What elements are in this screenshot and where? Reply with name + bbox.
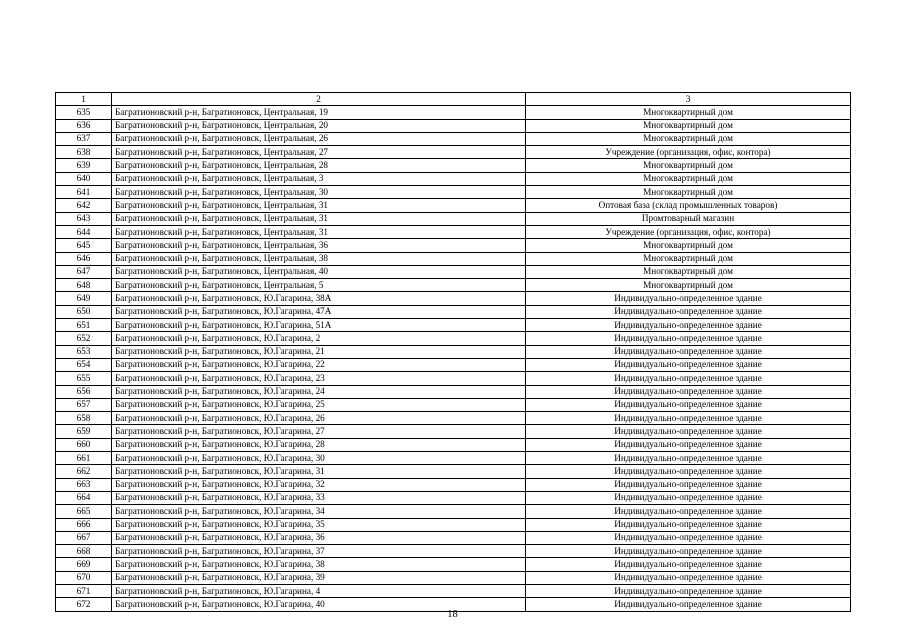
- object-type-cell: Индивидуально-определенное здание: [526, 452, 851, 465]
- object-type-cell: Индивидуально-определенное здание: [526, 425, 851, 438]
- address-cell: Багратионовский р-н, Багратионовск, Центральная, 28: [112, 159, 526, 172]
- table-row: [56, 159, 851, 172]
- object-type-cell: Индивидуально-определенное здание: [526, 545, 851, 558]
- row-number-cell: 662: [56, 465, 112, 478]
- object-type-cell: Многоквартирный дом: [526, 159, 851, 172]
- row-number-cell: 664: [56, 491, 112, 504]
- table-row: [56, 305, 851, 318]
- address-cell: Багратионовский р-н, Багратионовск, Центральная, 19: [112, 106, 526, 119]
- table-row: [56, 571, 851, 584]
- column-address-header: 2: [112, 93, 526, 106]
- address-cell: Багратионовский р-н, Багратионовск, Ю.Гагарина, 37: [112, 545, 526, 558]
- object-type-cell: Индивидуально-определенное здание: [526, 531, 851, 544]
- object-type-cell: Индивидуально-определенное здание: [526, 438, 851, 451]
- table-row: [56, 172, 851, 185]
- table-row: [56, 239, 851, 252]
- table-row: [56, 345, 851, 358]
- address-cell: Багратионовский р-н, Багратионовск, Ю.Гагарина, 23: [112, 372, 526, 385]
- object-type-cell: Индивидуально-определенное здание: [526, 398, 851, 411]
- table-row: [56, 358, 851, 371]
- column-number-header: 1: [56, 93, 112, 106]
- address-cell: Багратионовский р-н, Багратионовск, Ю.Гагарина, 30: [112, 452, 526, 465]
- row-number-cell: 671: [56, 584, 112, 597]
- table-row: [56, 558, 851, 571]
- row-number-cell: 642: [56, 199, 112, 212]
- address-cell: Багратионовский р-н, Багратионовск, Центральная, 26: [112, 132, 526, 145]
- address-cell: Багратионовский р-н, Багратионовск, Ю.Гагарина, 22: [112, 358, 526, 371]
- address-cell: Багратионовский р-н, Багратионовск, Центральная, 27: [112, 146, 526, 159]
- object-type-cell: Учреждение (организация, офис, контора): [526, 225, 851, 238]
- row-number-cell: 651: [56, 319, 112, 332]
- object-type-cell: Многоквартирный дом: [526, 265, 851, 278]
- object-type-cell: Индивидуально-определенное здание: [526, 505, 851, 518]
- object-type-cell: Индивидуально-определенное здание: [526, 305, 851, 318]
- table-header-row: [56, 93, 851, 106]
- address-cell: Багратионовский р-н, Багратионовск, Ю.Гагарина, 39: [112, 571, 526, 584]
- row-number-cell: 640: [56, 172, 112, 185]
- row-number-cell: 663: [56, 478, 112, 491]
- row-number-cell: 638: [56, 146, 112, 159]
- table-row: [56, 106, 851, 119]
- table-row: [56, 119, 851, 132]
- object-type-cell: Индивидуально-определенное здание: [526, 558, 851, 571]
- address-cell: Багратионовский р-н, Багратионовск, Ю.Гагарина, 33: [112, 491, 526, 504]
- address-cell: Багратионовский р-н, Багратионовск, Ю.Гагарина, 34: [112, 505, 526, 518]
- table-row: [56, 531, 851, 544]
- table-row: [56, 584, 851, 597]
- row-number-cell: 639: [56, 159, 112, 172]
- object-type-cell: Индивидуально-определенное здание: [526, 478, 851, 491]
- object-type-cell: Многоквартирный дом: [526, 239, 851, 252]
- object-type-cell: Оптовая база (склад промышленных товаров): [526, 199, 851, 212]
- row-number-cell: 650: [56, 305, 112, 318]
- address-cell: Багратионовский р-н, Багратионовск, Ю.Гагарина, 2: [112, 332, 526, 345]
- address-cell: Багратионовский р-н, Багратионовск, Ю.Гагарина, 31: [112, 465, 526, 478]
- address-cell: Багратионовский р-н, Багратионовск, Центральная, 31: [112, 212, 526, 225]
- object-type-cell: Многоквартирный дом: [526, 132, 851, 145]
- address-cell: Багратионовский р-н, Багратионовск, Центральная, 30: [112, 186, 526, 199]
- address-cell: Багратионовский р-н, Багратионовск, Ю.Гагарина, 40: [112, 598, 526, 611]
- table-row: [56, 478, 851, 491]
- object-type-cell: Индивидуально-определенное здание: [526, 385, 851, 398]
- table-row: [56, 212, 851, 225]
- table-row: [56, 398, 851, 411]
- row-number-cell: 667: [56, 531, 112, 544]
- address-cell: Багратионовский р-н, Багратионовск, Ю.Гагарина, 24: [112, 385, 526, 398]
- table-row: [56, 186, 851, 199]
- table-row: [56, 545, 851, 558]
- row-number-cell: 654: [56, 358, 112, 371]
- address-cell: Багратионовский р-н, Багратионовск, Ю.Гагарина, 35: [112, 518, 526, 531]
- address-cell: Багратионовский р-н, Багратионовск, Центральная, 31: [112, 199, 526, 212]
- table-row: [56, 252, 851, 265]
- address-cell: Багратионовский р-н, Багратионовск, Ю.Гагарина, 32: [112, 478, 526, 491]
- object-type-cell: Многоквартирный дом: [526, 119, 851, 132]
- table-row: [56, 425, 851, 438]
- table-row: [56, 491, 851, 504]
- registry-table: [55, 92, 851, 612]
- row-number-cell: 668: [56, 545, 112, 558]
- object-type-cell: Индивидуально-определенное здание: [526, 518, 851, 531]
- row-number-cell: 666: [56, 518, 112, 531]
- address-cell: Багратионовский р-н, Багратионовск, Центральная, 31: [112, 225, 526, 238]
- table-row: [56, 199, 851, 212]
- address-cell: Багратионовский р-н, Багратионовск, Центральная, 3: [112, 172, 526, 185]
- address-cell: Багратионовский р-н, Багратионовск, Ю.Гагарина, 51А: [112, 319, 526, 332]
- row-number-cell: 648: [56, 279, 112, 292]
- page-number: 18: [447, 609, 458, 620]
- row-number-cell: 653: [56, 345, 112, 358]
- row-number-cell: 657: [56, 398, 112, 411]
- table-row: [56, 279, 851, 292]
- address-cell: Багратионовский р-н, Багратионовск, Ю.Гагарина, 38А: [112, 292, 526, 305]
- table-row: [56, 412, 851, 425]
- row-number-cell: 636: [56, 119, 112, 132]
- object-type-cell: Многоквартирный дом: [526, 106, 851, 119]
- address-cell: Багратионовский р-н, Багратионовск, Ю.Гагарина, 4: [112, 584, 526, 597]
- row-number-cell: 659: [56, 425, 112, 438]
- address-cell: Багратионовский р-н, Багратионовск, Ю.Гагарина, 28: [112, 438, 526, 451]
- object-type-cell: Многоквартирный дом: [526, 186, 851, 199]
- table-row: [56, 319, 851, 332]
- table-row: [56, 518, 851, 531]
- address-cell: Багратионовский р-н, Багратионовск, Ю.Гагарина, 25: [112, 398, 526, 411]
- row-number-cell: 646: [56, 252, 112, 265]
- object-type-cell: Многоквартирный дом: [526, 279, 851, 292]
- row-number-cell: 644: [56, 225, 112, 238]
- table-row: [56, 452, 851, 465]
- row-number-cell: 672: [56, 598, 112, 611]
- object-type-cell: Индивидуально-определенное здание: [526, 332, 851, 345]
- address-cell: Багратионовский р-н, Багратионовск, Ю.Гагарина, 36: [112, 531, 526, 544]
- object-type-cell: Многоквартирный дом: [526, 172, 851, 185]
- row-number-cell: 647: [56, 265, 112, 278]
- object-type-cell: Индивидуально-определенное здание: [526, 491, 851, 504]
- table-row: [56, 332, 851, 345]
- table-row: [56, 265, 851, 278]
- object-type-cell: Индивидуально-определенное здание: [526, 372, 851, 385]
- table-row: [56, 132, 851, 145]
- row-number-cell: 643: [56, 212, 112, 225]
- table-row: [56, 146, 851, 159]
- address-cell: Багратионовский р-н, Багратионовск, Центральная, 38: [112, 252, 526, 265]
- column-type-header: 3: [526, 93, 851, 106]
- object-type-cell: Индивидуально-определенное здание: [526, 358, 851, 371]
- table-body: [56, 106, 851, 611]
- address-cell: Багратионовский р-н, Багратионовск, Центральная, 40: [112, 265, 526, 278]
- object-type-cell: Учреждение (организация, офис, контора): [526, 146, 851, 159]
- object-type-cell: Промтоварный магазин: [526, 212, 851, 225]
- object-type-cell: Индивидуально-определенное здание: [526, 571, 851, 584]
- address-cell: Багратионовский р-н, Багратионовск, Центральная, 36: [112, 239, 526, 252]
- table-row: [56, 465, 851, 478]
- table-row: [56, 372, 851, 385]
- object-type-cell: Индивидуально-определенное здание: [526, 292, 851, 305]
- address-cell: Багратионовский р-н, Багратионовск, Ю.Гагарина, 26: [112, 412, 526, 425]
- row-number-cell: 656: [56, 385, 112, 398]
- object-type-cell: Индивидуально-определенное здание: [526, 465, 851, 478]
- address-cell: Багратионовский р-н, Багратионовск, Центральная, 20: [112, 119, 526, 132]
- table-row: [56, 438, 851, 451]
- object-type-cell: Индивидуально-определенное здание: [526, 598, 851, 611]
- row-number-cell: 661: [56, 452, 112, 465]
- address-cell: Багратионовский р-н, Багратионовск, Ю.Гагарина, 38: [112, 558, 526, 571]
- row-number-cell: 670: [56, 571, 112, 584]
- row-number-cell: 665: [56, 505, 112, 518]
- object-type-cell: Индивидуально-определенное здание: [526, 584, 851, 597]
- address-cell: Багратионовский р-н, Багратионовск, Центральная, 5: [112, 279, 526, 292]
- row-number-cell: 637: [56, 132, 112, 145]
- row-number-cell: 655: [56, 372, 112, 385]
- object-type-cell: Многоквартирный дом: [526, 252, 851, 265]
- object-type-cell: Индивидуально-определенное здание: [526, 412, 851, 425]
- table-row: [56, 385, 851, 398]
- row-number-cell: 641: [56, 186, 112, 199]
- row-number-cell: 649: [56, 292, 112, 305]
- table-row: [56, 505, 851, 518]
- row-number-cell: 658: [56, 412, 112, 425]
- row-number-cell: 660: [56, 438, 112, 451]
- table-row: [56, 292, 851, 305]
- address-cell: Багратионовский р-н, Багратионовск, Ю.Гагарина, 27: [112, 425, 526, 438]
- row-number-cell: 635: [56, 106, 112, 119]
- object-type-cell: Индивидуально-определенное здание: [526, 345, 851, 358]
- row-number-cell: 669: [56, 558, 112, 571]
- address-cell: Багратионовский р-н, Багратионовск, Ю.Гагарина, 47А: [112, 305, 526, 318]
- address-cell: Багратионовский р-н, Багратионовск, Ю.Гагарина, 21: [112, 345, 526, 358]
- object-type-cell: Индивидуально-определенное здание: [526, 319, 851, 332]
- row-number-cell: 652: [56, 332, 112, 345]
- row-number-cell: 645: [56, 239, 112, 252]
- table-row: [56, 225, 851, 238]
